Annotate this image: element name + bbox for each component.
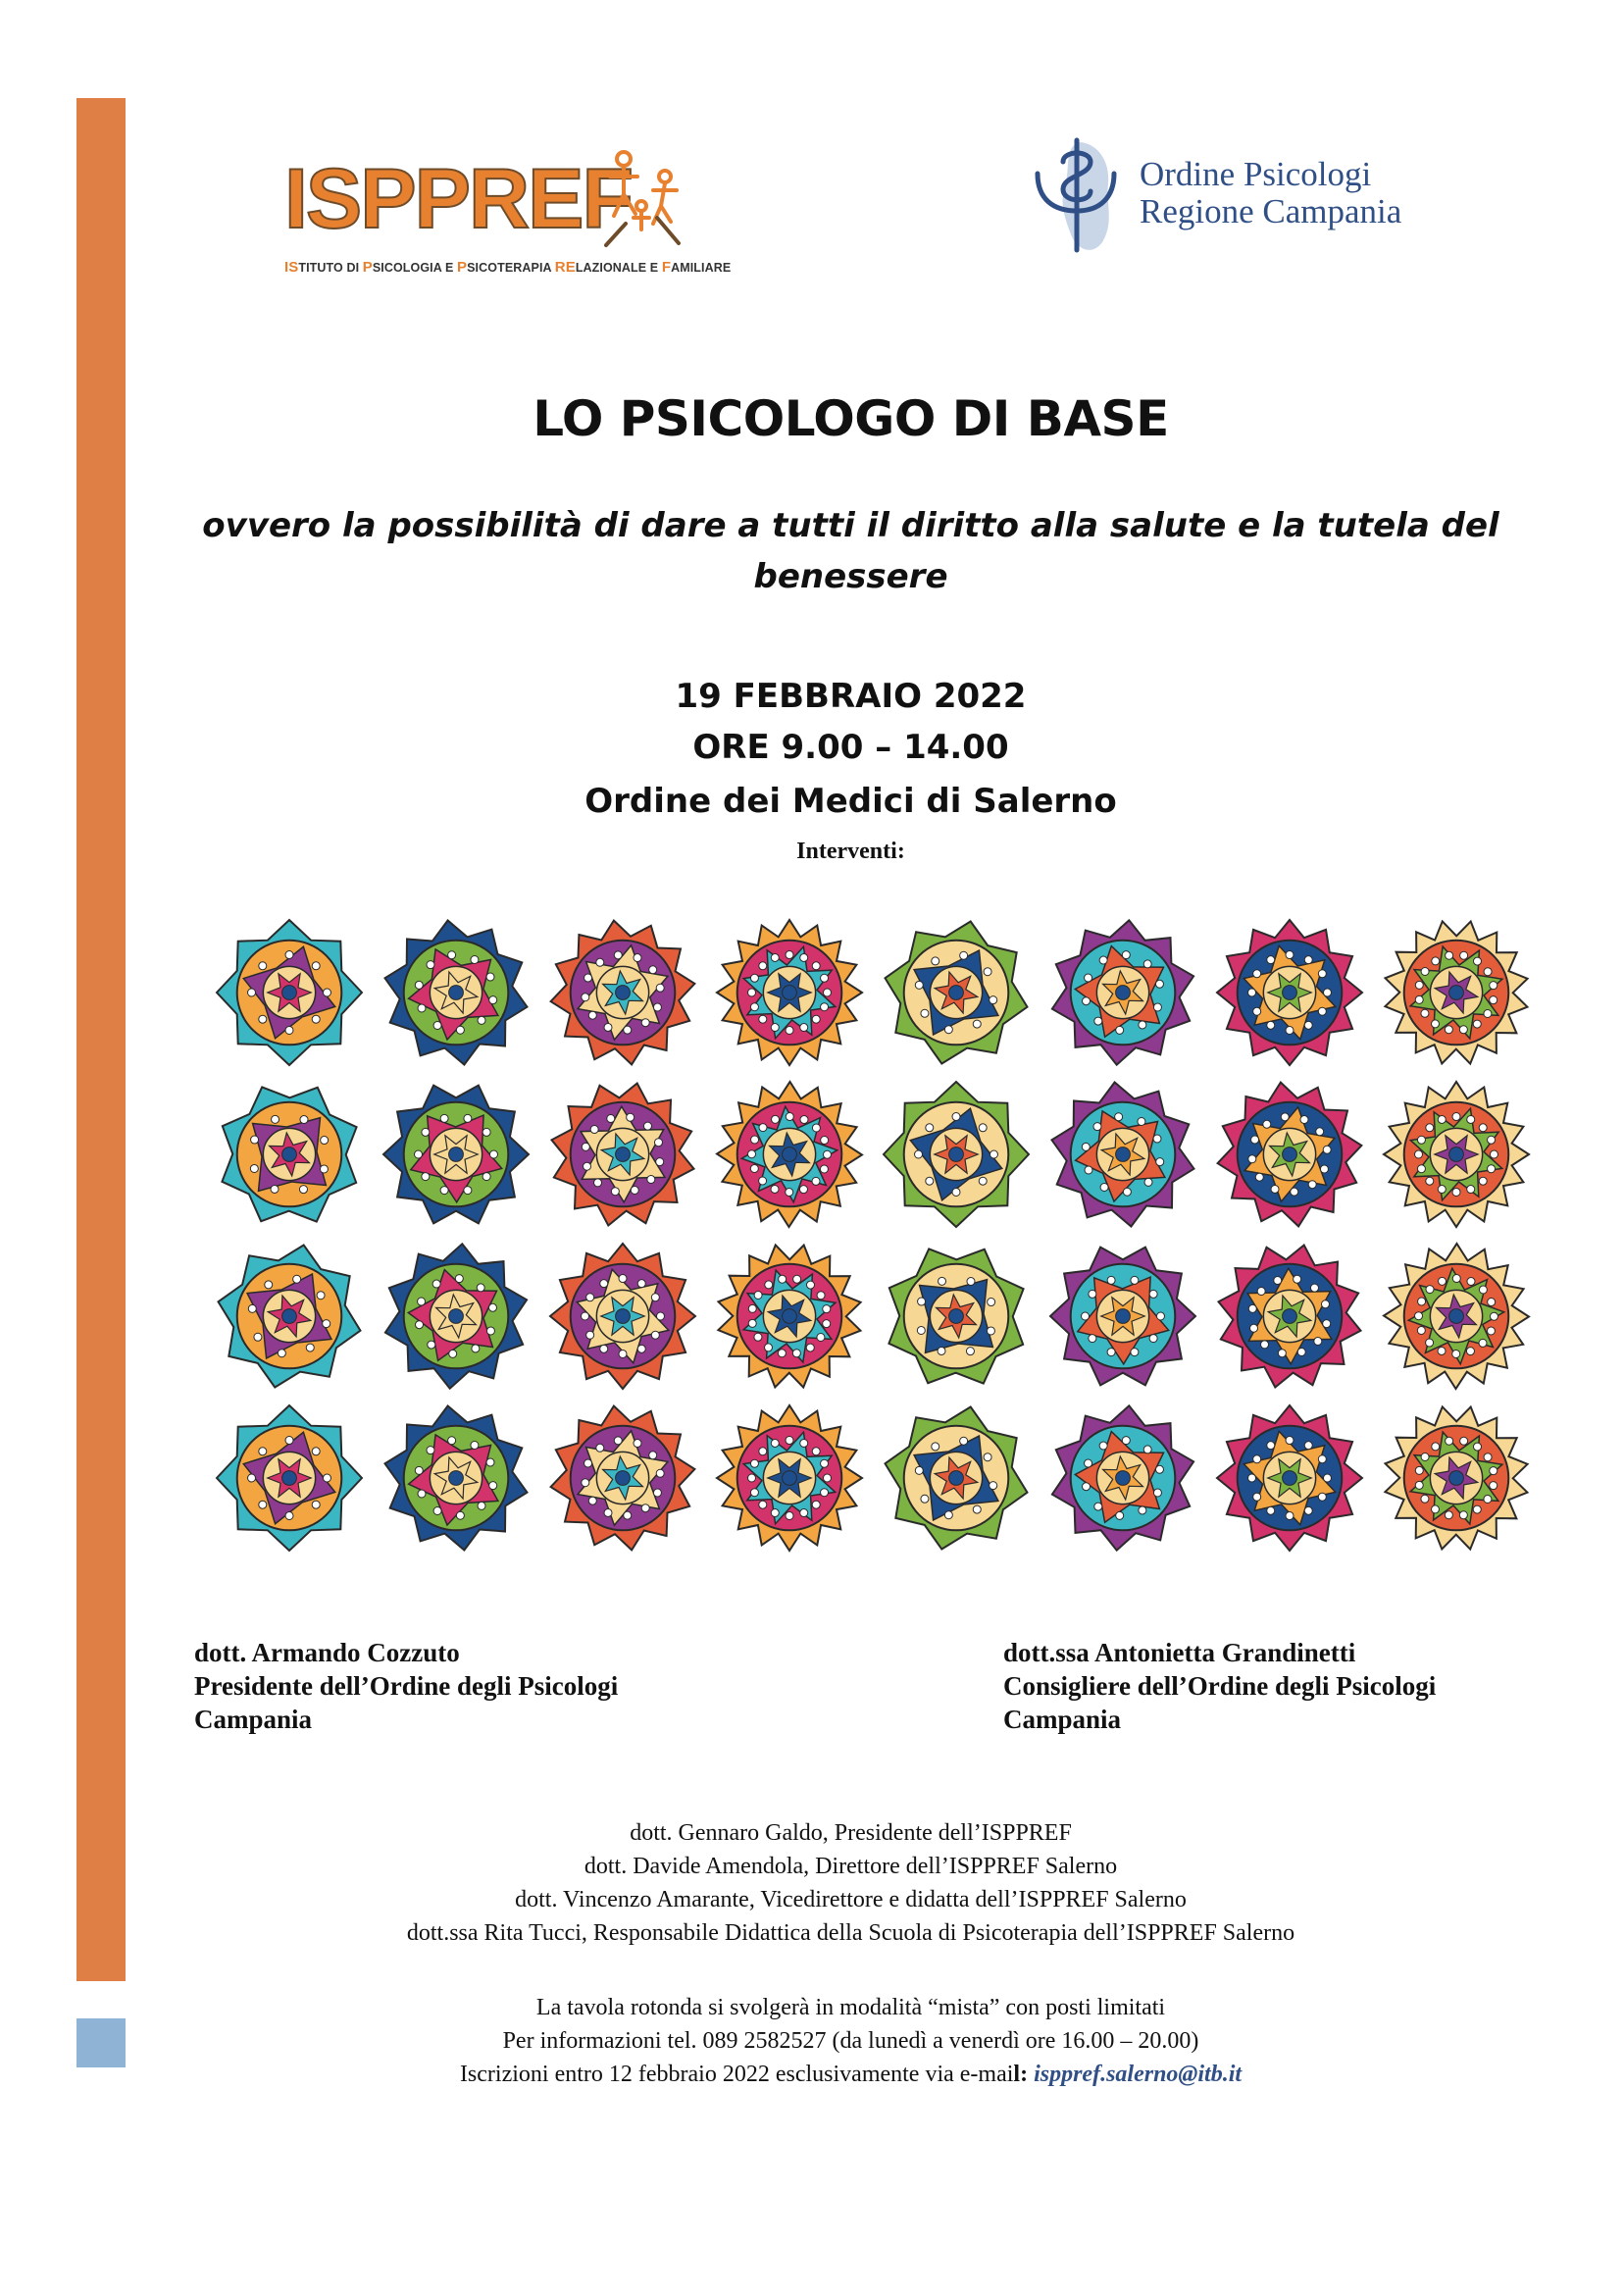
mandala <box>385 1406 528 1551</box>
orange-side-bar <box>76 98 126 1981</box>
mandala <box>1052 1405 1193 1550</box>
mandala <box>1052 1083 1194 1227</box>
ordine-line-1: Ordine Psicologi <box>1140 155 1372 193</box>
psi-map-icon <box>1020 132 1128 260</box>
mandala <box>217 1405 362 1551</box>
mandala <box>551 921 695 1065</box>
mandala <box>385 1244 527 1388</box>
ordine-line-2: Regione Campania <box>1140 192 1402 230</box>
mandala <box>1384 1244 1529 1389</box>
mandala <box>222 1087 356 1221</box>
mandala <box>1217 1405 1362 1551</box>
ordine-psicologi-logo <box>1020 132 1432 260</box>
mandala <box>385 921 528 1065</box>
staff-line: dott. Gennaro Galdo, Presidente dell’ISPPREF <box>630 1820 1072 1846</box>
mandala <box>217 920 362 1065</box>
ordine-psicologi-text <box>1140 156 1401 230</box>
mandala <box>1384 1082 1529 1227</box>
mandala <box>1052 920 1193 1064</box>
isppref-logo-tagline: ISTITUTO DI PSICOLOGIA E PSICOTERAPIA RELAZIONALE E FAMILIARE <box>284 259 732 276</box>
mandala <box>718 1245 860 1387</box>
mandala <box>717 920 862 1065</box>
mandala <box>888 1249 1023 1383</box>
mandala <box>219 1246 361 1388</box>
event-title: LO PSICOLOGO DI BASE <box>533 390 1169 447</box>
staff-line: dott.ssa Rita Tucci, Responsabile Didattica della Scuola di Psicoterapia dell’ISPPREF Salerno <box>406 1920 1295 1946</box>
mandala <box>1050 1248 1195 1386</box>
mandala <box>550 1244 695 1389</box>
notes-phone: Per informazioni tel. 089 2582527 (da lunedì a venerdì ore 16.00 – 20.00) <box>502 2028 1199 2054</box>
event-subtitle: ovvero la possibilità di dare a tutti il diritto alla salute e la tutela del benessere <box>202 506 1499 596</box>
speaker-left-region: Campania <box>194 1705 313 1734</box>
mandala-pattern-illustration <box>206 912 1540 1559</box>
isppref-logo <box>284 152 755 284</box>
isppref-logo-wordmark: ISPPREF <box>284 152 632 246</box>
mandala <box>552 1084 694 1226</box>
notes-registration-text: Iscrizioni entro 12 febbraio 2022 esclusivamente via e-mai <box>459 2062 1014 2087</box>
info-notes <box>0 1991 1624 2091</box>
mandala <box>1385 921 1527 1063</box>
event-hours: ORE 9.00 – 14.00 <box>692 728 1009 767</box>
mandala <box>551 1406 695 1551</box>
mandala <box>1385 1406 1527 1549</box>
speaker-left <box>194 1636 618 1736</box>
speaker-right-role: Consigliere dell’Ordine degli Psicologi <box>1003 1671 1437 1701</box>
mandala <box>886 922 1028 1064</box>
event-date: 19 FEBBRAIO 2022 <box>675 677 1027 716</box>
mandala <box>717 1405 862 1551</box>
staff-line: dott. Davide Amendola, Direttore dell’ISPPREF Salerno <box>584 1854 1118 1879</box>
mandala <box>1217 920 1362 1065</box>
notes-registration-bold: l: <box>1013 2062 1029 2087</box>
speaker-right <box>1003 1636 1436 1736</box>
speaker-right-region: Campania <box>1003 1705 1122 1734</box>
speaker-left-role: Presidente dell’Ordine degli Psicologi <box>194 1671 619 1701</box>
event-venue: Ordine dei Medici di Salerno <box>584 782 1117 821</box>
mandala <box>383 1086 529 1224</box>
staff-line: dott. Vincenzo Amarante, Vicedirettore e didatta dell’ISPPREF Salerno <box>515 1887 1187 1912</box>
family-figures-icon <box>596 147 685 255</box>
mandala <box>1219 1246 1361 1388</box>
email-link[interactable]: isppref.salerno@itb.it <box>1034 2062 1243 2087</box>
mandala <box>884 1082 1029 1227</box>
notes-registration <box>0 2058 1624 2091</box>
speaker-left-name: dott. Armando Cozzuto <box>194 1638 460 1667</box>
interventi-label: Interventi: <box>796 839 905 864</box>
mandala <box>1218 1083 1362 1227</box>
mandala <box>717 1082 862 1227</box>
staff-list <box>0 1816 1624 1950</box>
notes-mode: La tavola rotonda si svolgerà in modalità “mista” con posti limitati <box>535 1995 1166 2020</box>
mandala <box>886 1407 1028 1550</box>
speaker-right-name: dott.ssa Antonietta Grandinetti <box>1003 1638 1356 1667</box>
